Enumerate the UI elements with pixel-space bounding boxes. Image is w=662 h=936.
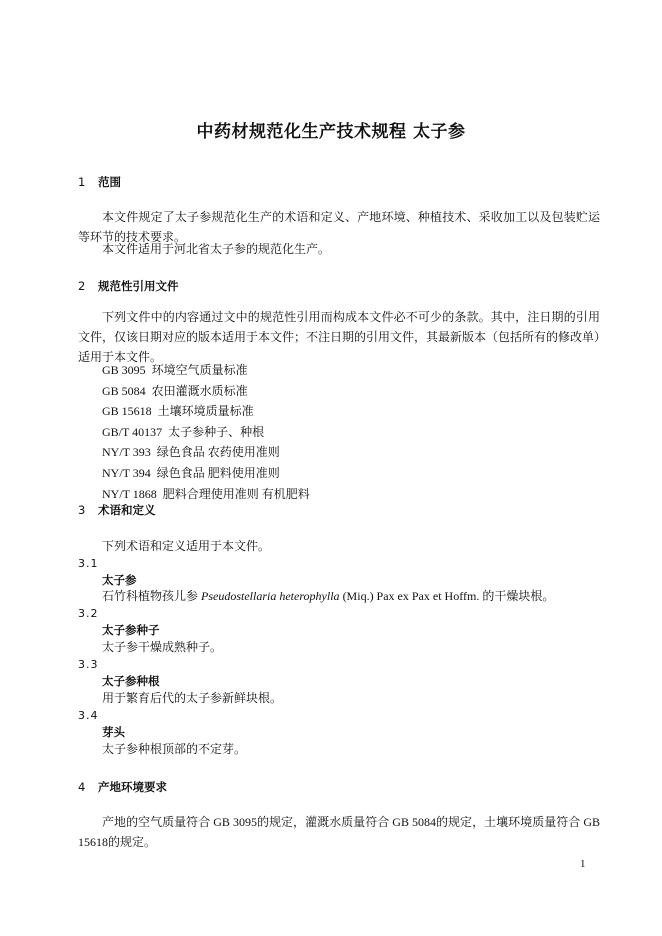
section-title: 范围	[98, 175, 122, 189]
term-definition: 石竹科植物孩儿参 Pseudostellaria heterophylla (Miq.) Pax ex Pax et Hoffm. 的干燥块根。	[102, 589, 555, 603]
scope-paragraph-2: 本文件适用于河北省太子参的规范化生产。	[102, 242, 331, 256]
term-definition: 用于繁育后代的太子参新鲜块根。	[102, 691, 283, 705]
terms-intro: 下列术语和定义适用于本文件。	[102, 539, 271, 553]
section-4-heading	[78, 779, 167, 795]
section-number: 3	[78, 503, 86, 517]
term-definition: 太子参种根顶部的不定芽。	[102, 742, 247, 756]
section-title: 规范性引用文件	[98, 279, 179, 293]
section-number: 4	[78, 780, 86, 794]
reference-item: NY/T 394 绿色食品 肥料使用准则	[102, 465, 280, 480]
section-title: 术语和定义	[98, 503, 156, 517]
term-definition: 太子参干燥成熟种子。	[102, 640, 223, 654]
reference-item: NY/T 1868 肥料合理使用准则 有机肥料	[102, 486, 310, 501]
term-name: 太子参种根	[102, 674, 160, 688]
reference-item: GB 15618 土壤环境质量标准	[102, 404, 254, 419]
term-number: 3.4	[78, 709, 99, 722]
latin-name: Pseudostellaria heterophylla	[201, 589, 340, 603]
reference-item: NY/T 393 绿色食品 农药使用准则	[102, 445, 280, 460]
reference-item: GB/T 40137 太子参种子、种根	[102, 424, 265, 439]
section-number: 2	[78, 279, 86, 293]
term-number: 3.3	[78, 658, 99, 671]
term-name: 太子参种子	[102, 623, 160, 637]
reference-list	[102, 360, 310, 504]
term-name: 太子参	[102, 573, 137, 587]
site-environment-paragraph: 产地的空气质量符合 GB 3095的规定，灌溉水质量符合 GB 5084的规定，土壤环境质量符合 GB 15618的规定。	[78, 815, 600, 849]
document-title: 中药材规范化生产技术规程 太子参	[196, 122, 466, 142]
term-name: 芽头	[102, 725, 125, 739]
page-number: 1	[580, 858, 586, 870]
section-1-heading	[78, 174, 121, 190]
reference-item: GB 3095 环境空气质量标准	[102, 363, 248, 377]
scope-paragraph-1: 本文件规定了太子参规范化生产的术语和定义、产地环境、种植技术、采收加工以及包装贮运等环节的技术要求。	[78, 210, 600, 244]
section-2-heading	[78, 278, 179, 294]
section-title: 产地环境要求	[98, 780, 168, 794]
term-number: 3.1	[78, 557, 99, 570]
section-number: 1	[78, 175, 86, 189]
section-3-heading	[78, 502, 156, 518]
reference-item: GB 5084 农田灌溉水质标准	[102, 383, 248, 398]
term-number: 3.2	[78, 607, 99, 620]
normative-references-paragraph: 下列文件中的内容通过文中的规范性引用而构成本文件必不可少的条款。其中，注日期的引用文件，仅该日期对应的版本适用于本文件；不注日期的引用文件，其最新版本（包括所有的修改单）适用于本文件。	[78, 310, 601, 364]
